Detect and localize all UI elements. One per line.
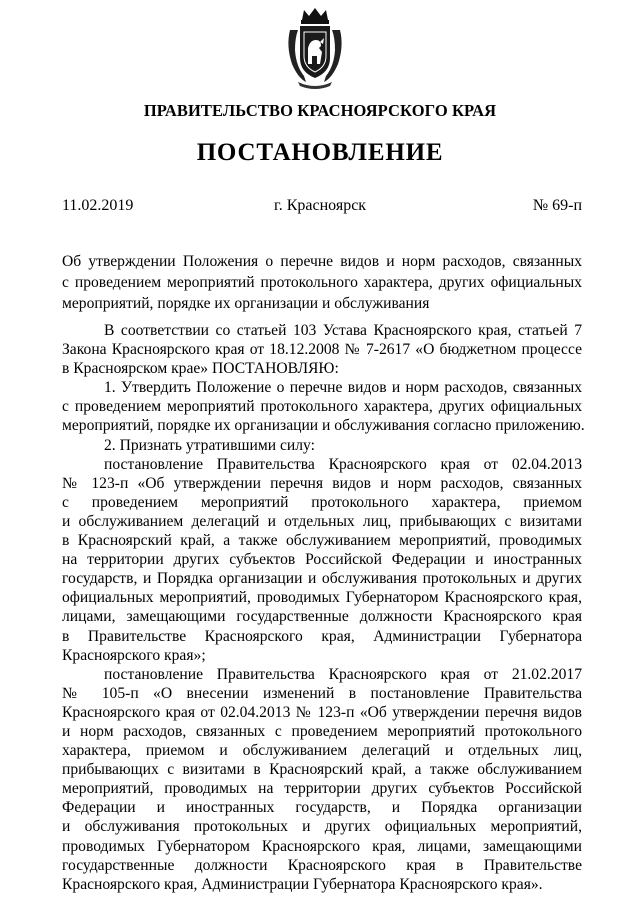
document-type-title: ПОСТАНОВЛЕНИЕ — [196, 139, 444, 166]
body-line: № 105-п «О внесении изменений в постановление Правительства — [62, 684, 582, 702]
body-line: лицами, замещающими государственные должности Красноярского края — [62, 608, 582, 626]
body-line: Красноярского края от 02.04.2013 № 123-п «Об утверждении перечня видов — [62, 703, 582, 721]
document-date: 11.02.2019 — [62, 197, 134, 214]
document-number: № 69-п — [532, 197, 582, 214]
body-line: прибывающих с визитами в Красноярский край, а также обслуживанием — [62, 761, 582, 779]
organization-title: ПРАВИТЕЛЬСТВО КРАСНОЯРСКОГО КРАЯ — [143, 101, 497, 120]
body-line: с проведением мероприятий протокольного характера, приемом — [62, 493, 582, 511]
body-line: Красноярского края»; — [62, 646, 206, 664]
body-line: характера, приемом и обслуживанием делегаций и отдельных лиц, — [62, 742, 582, 760]
body-line: государств, и Порядка организации и обслуживания протокольных и других — [62, 570, 582, 588]
document-body — [62, 321, 585, 894]
document-city: г. Красноярск — [273, 197, 367, 214]
body-line: постановление Правительства Красноярского края от 21.02.2017 — [104, 665, 582, 683]
document-subject — [62, 251, 582, 314]
subject-line: мероприятий, порядке их организации и обслуживания — [62, 295, 430, 312]
body-line: официальных мероприятий, проводимых Губернатором Красноярского края, — [62, 589, 582, 607]
body-line: Закона Красноярского края от 18.12.2008 № 7-2617 «О бюджетном процессе — [62, 341, 582, 359]
body-line: постановление Правительства Красноярского края от 02.04.2013 — [104, 455, 582, 473]
subject-line: Об утверждении Положения о перечне видов и норм расходов, связанных — [62, 253, 582, 270]
body-line: мероприятий, порядке их организации и обслуживания согласно приложению. — [62, 417, 585, 435]
body-line: Красноярского края, Администрации Губернатора Красноярского края». — [62, 875, 543, 893]
body-line: 2. Признать утратившими силу: — [104, 436, 315, 454]
subject-line: с проведением мероприятий протокольного характера, других официальных — [62, 274, 582, 291]
body-line: В соответствии со статьей 103 Устава Красноярского края, статьей 7 — [104, 322, 582, 339]
body-line: Федерации и иностранных государств, и Порядка организации — [62, 799, 582, 817]
body-line: и обслуживания протокольных и других официальных мероприятий, — [62, 818, 582, 836]
body-line: на территории других субъектов Российской Федерации и иностранных — [62, 551, 582, 569]
coat-of-arms-icon — [286, 6, 344, 90]
body-line: и обслуживанием делегаций и отдельных лиц, прибывающих с визитами — [62, 512, 582, 530]
body-line: мероприятий, проводимых на территории других субъектов Российской — [62, 780, 582, 798]
body-line: проводимых Губернатором Красноярского края, лицами, замещающими — [62, 837, 582, 855]
body-line: с проведением мероприятий протокольного характера, других официальных — [62, 398, 582, 416]
body-line: в Красноярский край, а также обслуживанием мероприятий, проводимых — [62, 532, 582, 550]
body-line: и норм расходов, связанных с проведением мероприятий протокольного — [62, 722, 582, 740]
body-line: 1. Утвердить Положение о перечне видов и норм расходов, связанных — [104, 379, 582, 397]
body-line: в Красноярском крае» ПОСТАНОВЛЯЮ: — [62, 360, 339, 378]
body-line: в Правительстве Красноярского края, Администрации Губернатора — [62, 627, 582, 645]
body-line: № 123-п «Об утверждении перечня видов и норм расходов, связанных — [62, 474, 582, 492]
body-line: государственные должности Красноярского края в Правительстве — [62, 856, 582, 874]
